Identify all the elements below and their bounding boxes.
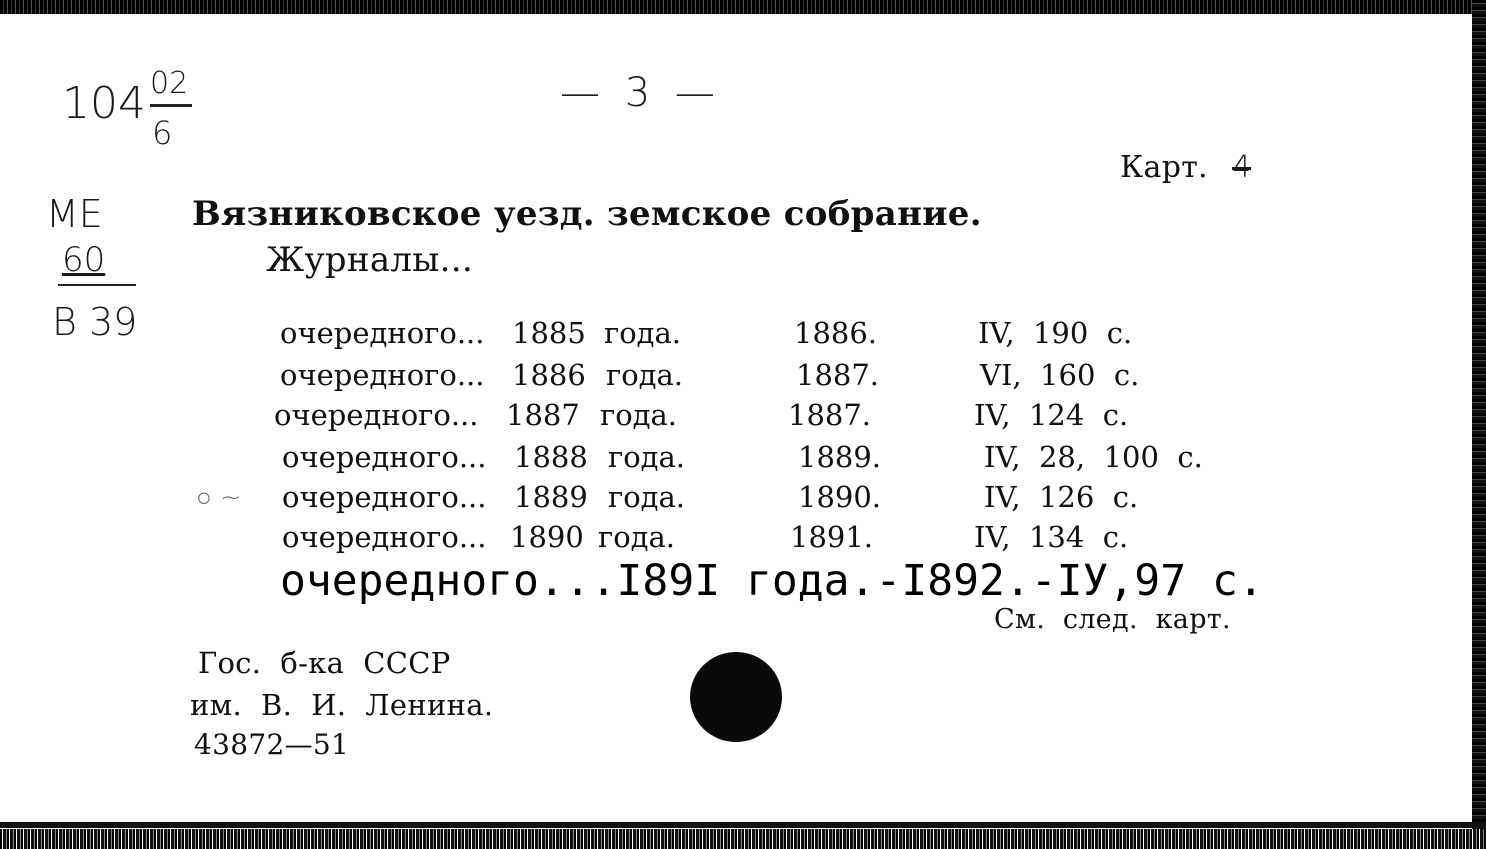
library-line-2: им. В. И. Ленина. <box>190 688 494 722</box>
scan-edge-top <box>0 0 1486 14</box>
entry-pub: 1887. <box>796 358 880 392</box>
marginal-mark-icon: ○ ~ <box>196 483 242 513</box>
entry-row <box>0 440 1300 476</box>
shelf-mark-fraction-line <box>150 104 192 107</box>
entry-extent: IV, 190 с. <box>978 316 1133 350</box>
entry-word: года. <box>600 398 678 432</box>
entry-year: 1889 <box>514 480 588 514</box>
heading-subtitle: Журналы... <box>266 240 473 280</box>
entry-session: очередного... <box>280 316 485 350</box>
entry-session: очередного... <box>282 520 487 554</box>
entry-extent: IV, 28, 100 с. <box>984 440 1203 474</box>
entry-year: 1887 <box>506 398 580 432</box>
entry-row <box>0 358 1300 394</box>
card-number-struck: 4 <box>1232 150 1252 185</box>
entry-year: 1888 <box>514 440 588 474</box>
entry-word: года. <box>606 358 684 392</box>
library-line-3: 43872—51 <box>194 728 350 761</box>
entry-row <box>0 316 1300 352</box>
entry-extent: IV, 124 с. <box>974 398 1129 432</box>
library-line-1: Гос. б-ка СССР <box>198 646 451 680</box>
entry-extent: VI, 160 с. <box>980 358 1140 392</box>
entry-pub: 1889. <box>798 440 882 474</box>
entry-row <box>0 520 1300 556</box>
code-line-2: 60 <box>62 240 106 280</box>
entry-extent: IV, 134 с. <box>974 520 1129 554</box>
entry-row <box>0 398 1300 434</box>
entry-session: очередного... <box>274 398 479 432</box>
card-label: Карт. <box>1120 150 1208 185</box>
punch-hole <box>690 652 782 742</box>
entry-extent: IV, 126 с. <box>984 480 1139 514</box>
entry-pub: 1890. <box>798 480 882 514</box>
scan-edge-bottom-line <box>0 822 1486 828</box>
scan-edge-right <box>1472 0 1486 849</box>
entry-session: очередного... <box>282 480 487 514</box>
code-line-3: B 39 <box>52 300 138 344</box>
entry-pub: 1887. <box>788 398 872 432</box>
entry-session: очередного... <box>282 440 487 474</box>
entry-word: года. <box>608 480 686 514</box>
entry-pub: 1886. <box>794 316 878 350</box>
shelf-mark-sup: 02 <box>150 66 189 101</box>
entry-year: 1885 <box>512 316 586 350</box>
scan-edge-bottom <box>0 829 1486 849</box>
entry-year: 1886 <box>512 358 586 392</box>
entry-word: года. <box>608 440 686 474</box>
page-number: — 3 — <box>560 70 721 116</box>
entry-session: очередного... <box>280 358 485 392</box>
code-line-1: ME <box>46 192 103 236</box>
see-next-card: См. след. карт. <box>994 604 1231 635</box>
entry-word: года. <box>604 316 682 350</box>
shelf-mark-sub: 6 <box>152 114 173 152</box>
code-divider <box>58 284 136 286</box>
entry-pub: 1891. <box>790 520 874 554</box>
entry-row <box>0 480 1300 516</box>
heading-title: Вязниковское уезд. земское собрание. <box>192 194 982 234</box>
typed-entry: очередного...I89I года.-I892.-IУ,97 с. <box>280 556 1264 606</box>
entry-year: 1890 <box>510 520 584 554</box>
entry-word: года. <box>598 520 676 554</box>
shelf-mark-main: 104 <box>62 78 146 129</box>
